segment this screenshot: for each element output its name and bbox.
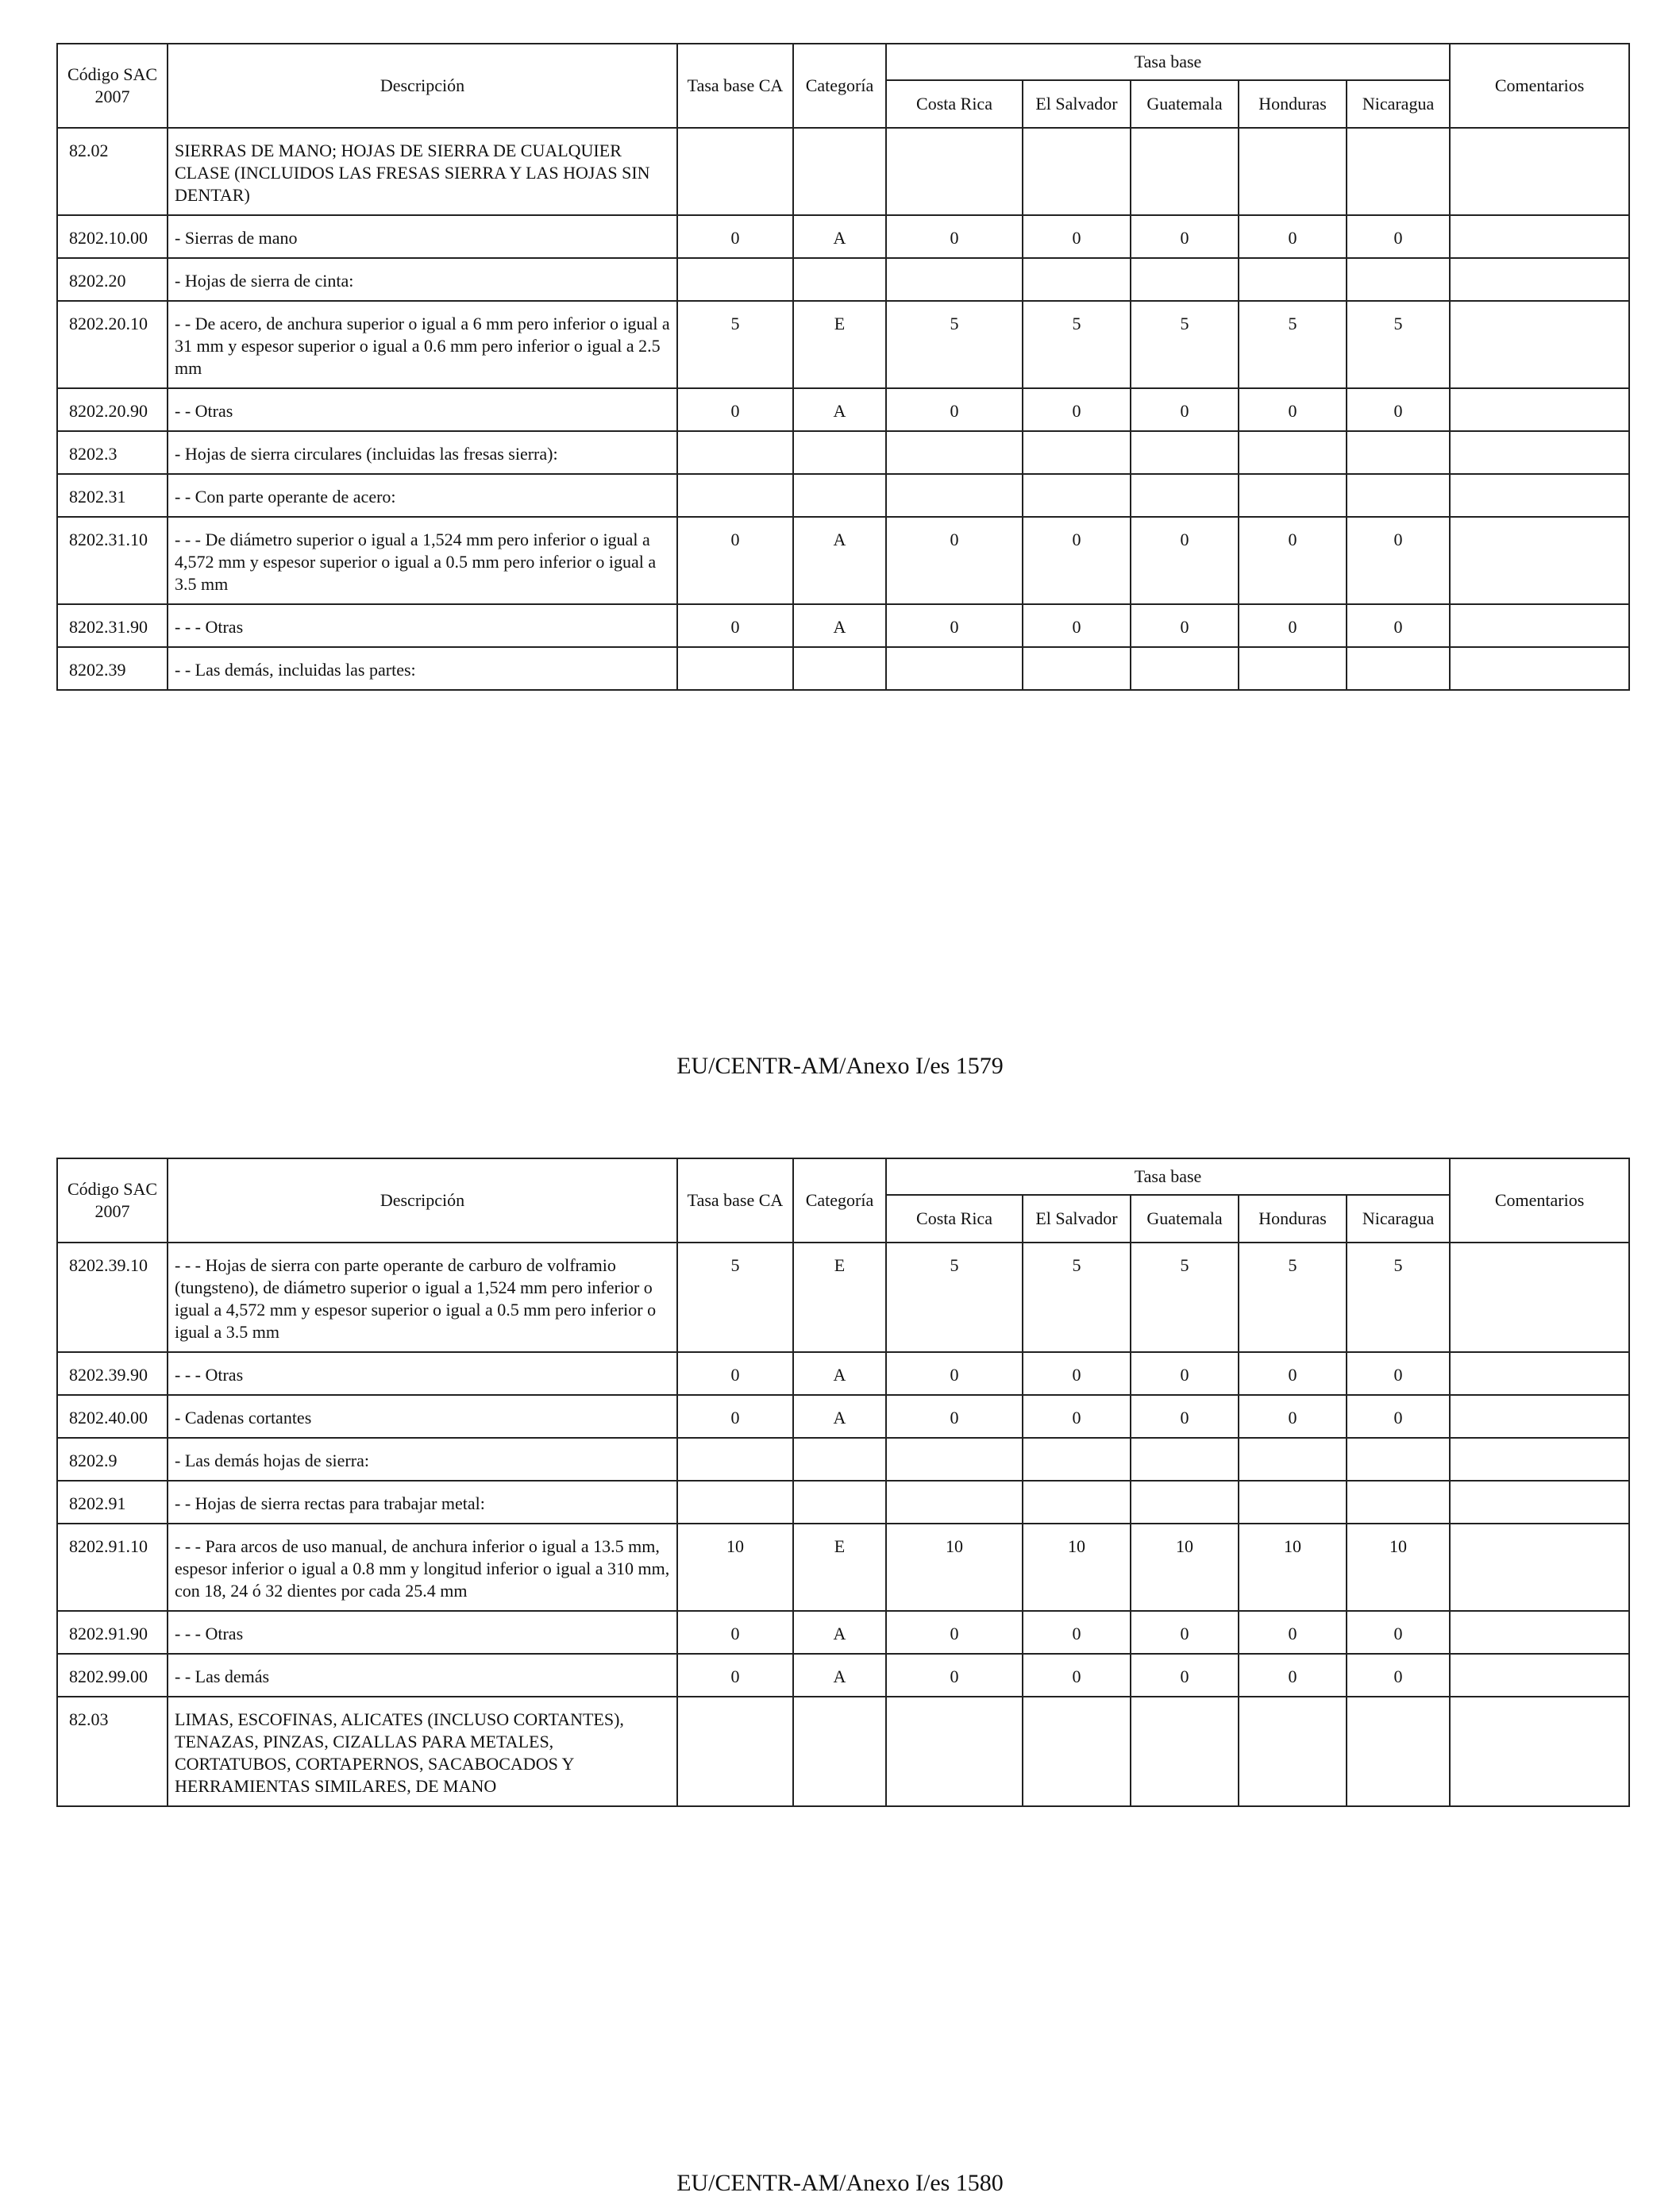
cell-categoria — [793, 474, 886, 517]
cell-codigo: 8202.91.10 — [57, 1524, 168, 1611]
cell-honduras: 0 — [1239, 1654, 1347, 1697]
table-row — [57, 604, 1629, 647]
cell-codigo: 8202.3 — [57, 431, 168, 474]
cell-descripcion: - Sierras de mano — [168, 215, 677, 258]
cell-categoria: A — [793, 1654, 886, 1697]
header-categoria: Categoría — [793, 1158, 886, 1243]
cell-honduras — [1239, 258, 1347, 301]
header-country-guatemala: Guatemala — [1131, 80, 1239, 128]
cell-categoria — [793, 1481, 886, 1524]
header-country-el-salvador: El Salvador — [1023, 1195, 1131, 1243]
cell-nicaragua — [1347, 258, 1450, 301]
table-row — [57, 258, 1629, 301]
cell-guatemala — [1131, 1481, 1239, 1524]
cell-costa-rica — [886, 647, 1023, 690]
cell-tasa-base-ca: 0 — [677, 604, 793, 647]
cell-tasa-base-ca — [677, 474, 793, 517]
cell-tasa-base-ca: 10 — [677, 1524, 793, 1611]
cell-nicaragua: 0 — [1347, 1352, 1450, 1395]
cell-guatemala: 5 — [1131, 301, 1239, 388]
table-header — [57, 1158, 1629, 1243]
cell-honduras — [1239, 128, 1347, 215]
cell-guatemala: 5 — [1131, 1243, 1239, 1352]
header-tasa-base-ca: Tasa base CA — [677, 1158, 793, 1243]
cell-tasa-base-ca: 0 — [677, 1352, 793, 1395]
cell-nicaragua: 10 — [1347, 1524, 1450, 1611]
cell-el-salvador — [1023, 1697, 1131, 1806]
cell-guatemala: 0 — [1131, 215, 1239, 258]
cell-costa-rica: 0 — [886, 1611, 1023, 1654]
header-country-guatemala: Guatemala — [1131, 1195, 1239, 1243]
cell-tasa-base-ca — [677, 258, 793, 301]
cell-nicaragua: 5 — [1347, 301, 1450, 388]
cell-comentarios — [1450, 431, 1629, 474]
header-comentarios: Comentarios — [1450, 1158, 1629, 1243]
table-row — [57, 1524, 1629, 1611]
cell-descripcion: - - - Para arcos de uso manual, de anchura inferior o igual a 13.5 mm, espesor inferior o igual a 0.8 mm y longitud inferior o igual a 310 mm, con 18, 24 ó 32 dientes por cada 25.4 mm — [168, 1524, 677, 1611]
cell-comentarios — [1450, 1697, 1629, 1806]
cell-codigo: 8202.91.90 — [57, 1611, 168, 1654]
cell-costa-rica — [886, 1697, 1023, 1806]
cell-descripcion: - Las demás hojas de sierra: — [168, 1438, 677, 1481]
cell-honduras: 5 — [1239, 1243, 1347, 1352]
cell-el-salvador: 0 — [1023, 1395, 1131, 1438]
cell-honduras: 0 — [1239, 604, 1347, 647]
cell-codigo: 8202.31.90 — [57, 604, 168, 647]
cell-codigo: 8202.39 — [57, 647, 168, 690]
cell-honduras: 0 — [1239, 517, 1347, 604]
tariff-table-page-1580 — [56, 1158, 1630, 1807]
cell-descripcion: - - Hojas de sierra rectas para trabajar metal: — [168, 1481, 677, 1524]
cell-honduras — [1239, 1438, 1347, 1481]
cell-guatemala — [1131, 1438, 1239, 1481]
cell-tasa-base-ca — [677, 128, 793, 215]
cell-guatemala — [1131, 1697, 1239, 1806]
cell-el-salvador: 0 — [1023, 604, 1131, 647]
cell-costa-rica — [886, 1438, 1023, 1481]
cell-nicaragua: 0 — [1347, 517, 1450, 604]
header-tasa-base-ca: Tasa base CA — [677, 44, 793, 128]
cell-descripcion: - - - Otras — [168, 1352, 677, 1395]
table-row — [57, 1481, 1629, 1524]
cell-guatemala — [1131, 128, 1239, 215]
cell-categoria: A — [793, 388, 886, 431]
cell-costa-rica — [886, 431, 1023, 474]
cell-guatemala — [1131, 258, 1239, 301]
table-row — [57, 1697, 1629, 1806]
cell-comentarios — [1450, 1243, 1629, 1352]
cell-descripcion: - Hojas de sierra circulares (incluidas las fresas sierra): — [168, 431, 677, 474]
cell-guatemala — [1131, 431, 1239, 474]
cell-descripcion: - Hojas de sierra de cinta: — [168, 258, 677, 301]
header-country-el-salvador: El Salvador — [1023, 80, 1131, 128]
cell-comentarios — [1450, 604, 1629, 647]
cell-categoria: A — [793, 604, 886, 647]
cell-guatemala: 0 — [1131, 1395, 1239, 1438]
table-row — [57, 128, 1629, 215]
cell-categoria — [793, 647, 886, 690]
cell-guatemala: 0 — [1131, 1352, 1239, 1395]
cell-categoria — [793, 1697, 886, 1806]
cell-honduras — [1239, 474, 1347, 517]
table-row — [57, 1352, 1629, 1395]
table-row — [57, 1654, 1629, 1697]
cell-honduras — [1239, 647, 1347, 690]
cell-codigo: 8202.99.00 — [57, 1654, 168, 1697]
table-row — [57, 517, 1629, 604]
cell-comentarios — [1450, 517, 1629, 604]
table-row — [57, 474, 1629, 517]
page-footer-reference: EU/CENTR-AM/Anexo I/es 1579 — [676, 1053, 1004, 1079]
cell-el-salvador: 0 — [1023, 388, 1131, 431]
header-tasa-base: Tasa base — [886, 44, 1450, 80]
cell-comentarios — [1450, 1481, 1629, 1524]
cell-tasa-base-ca — [677, 647, 793, 690]
cell-el-salvador — [1023, 128, 1131, 215]
header-country-honduras: Honduras — [1239, 1195, 1347, 1243]
cell-honduras: 5 — [1239, 301, 1347, 388]
table-row — [57, 431, 1629, 474]
cell-honduras: 0 — [1239, 1395, 1347, 1438]
cell-honduras: 0 — [1239, 1352, 1347, 1395]
cell-el-salvador — [1023, 1438, 1131, 1481]
page-footer-reference: EU/CENTR-AM/Anexo I/es 1580 — [676, 2170, 1004, 2196]
cell-honduras: 0 — [1239, 215, 1347, 258]
cell-honduras — [1239, 1697, 1347, 1806]
cell-descripcion: SIERRAS DE MANO; HOJAS DE SIERRA DE CUALQUIER CLASE (INCLUIDOS LAS FRESAS SIERRA Y LAS HOJAS SIN DENTAR) — [168, 128, 677, 215]
header-country-nicaragua: Nicaragua — [1347, 1195, 1450, 1243]
cell-categoria: E — [793, 1243, 886, 1352]
header-descripcion: Descripción — [168, 44, 677, 128]
cell-tasa-base-ca: 5 — [677, 301, 793, 388]
cell-nicaragua: 0 — [1347, 1654, 1450, 1697]
cell-categoria — [793, 1438, 886, 1481]
cell-comentarios — [1450, 647, 1629, 690]
cell-comentarios — [1450, 1524, 1629, 1611]
cell-descripcion: - - - Hojas de sierra con parte operante de carburo de volframio (tungsteno), de diámetro superior o igual a 1,524 mm pero inferior o igual a 4,572 mm y espesor superior o igual a 0.5 mm pero inferior o igual a 3.5 mm — [168, 1243, 677, 1352]
header-codigo: Código SAC 2007 — [57, 44, 168, 128]
cell-el-salvador: 0 — [1023, 215, 1131, 258]
cell-nicaragua: 0 — [1347, 388, 1450, 431]
cell-codigo: 8202.20.10 — [57, 301, 168, 388]
cell-descripcion: - - Las demás, incluidas las partes: — [168, 647, 677, 690]
cell-comentarios — [1450, 1654, 1629, 1697]
cell-costa-rica: 0 — [886, 1654, 1023, 1697]
table-row — [57, 1243, 1629, 1352]
cell-el-salvador — [1023, 647, 1131, 690]
cell-comentarios — [1450, 1611, 1629, 1654]
table-header — [57, 44, 1629, 128]
cell-codigo: 8202.39.90 — [57, 1352, 168, 1395]
cell-costa-rica: 0 — [886, 517, 1023, 604]
cell-el-salvador — [1023, 474, 1131, 517]
cell-nicaragua: 5 — [1347, 1243, 1450, 1352]
cell-costa-rica: 10 — [886, 1524, 1023, 1611]
cell-descripcion: - - - De diámetro superior o igual a 1,524 mm pero inferior o igual a 4,572 mm y espesor superior o igual a 0.5 mm pero inferior o igual a 3.5 mm — [168, 517, 677, 604]
cell-comentarios — [1450, 128, 1629, 215]
cell-descripcion: - - Las demás — [168, 1654, 677, 1697]
cell-el-salvador: 10 — [1023, 1524, 1131, 1611]
cell-categoria — [793, 128, 886, 215]
cell-honduras — [1239, 1481, 1347, 1524]
cell-costa-rica: 0 — [886, 1352, 1023, 1395]
cell-costa-rica — [886, 1481, 1023, 1524]
cell-guatemala — [1131, 474, 1239, 517]
cell-codigo: 82.02 — [57, 128, 168, 215]
cell-guatemala: 0 — [1131, 1654, 1239, 1697]
cell-tasa-base-ca: 0 — [677, 517, 793, 604]
cell-nicaragua — [1347, 1481, 1450, 1524]
cell-el-salvador — [1023, 1481, 1131, 1524]
cell-guatemala: 0 — [1131, 604, 1239, 647]
cell-nicaragua — [1347, 431, 1450, 474]
cell-tasa-base-ca — [677, 1481, 793, 1524]
cell-honduras: 0 — [1239, 388, 1347, 431]
header-categoria: Categoría — [793, 44, 886, 128]
cell-guatemala: 0 — [1131, 388, 1239, 431]
cell-costa-rica — [886, 258, 1023, 301]
cell-costa-rica: 5 — [886, 1243, 1023, 1352]
cell-el-salvador: 5 — [1023, 301, 1131, 388]
cell-categoria: A — [793, 1611, 886, 1654]
cell-categoria: A — [793, 215, 886, 258]
cell-el-salvador: 0 — [1023, 517, 1131, 604]
table-row — [57, 215, 1629, 258]
cell-codigo: 8202.9 — [57, 1438, 168, 1481]
cell-comentarios — [1450, 1352, 1629, 1395]
cell-codigo: 8202.20 — [57, 258, 168, 301]
table-row — [57, 647, 1629, 690]
cell-guatemala: 10 — [1131, 1524, 1239, 1611]
cell-el-salvador: 0 — [1023, 1352, 1131, 1395]
cell-codigo: 8202.91 — [57, 1481, 168, 1524]
cell-comentarios — [1450, 474, 1629, 517]
cell-comentarios — [1450, 215, 1629, 258]
cell-descripcion: - Cadenas cortantes — [168, 1395, 677, 1438]
cell-tasa-base-ca: 0 — [677, 1611, 793, 1654]
cell-categoria: A — [793, 1352, 886, 1395]
cell-codigo: 8202.31.10 — [57, 517, 168, 604]
cell-categoria: A — [793, 517, 886, 604]
cell-codigo: 8202.10.00 — [57, 215, 168, 258]
cell-guatemala: 0 — [1131, 1611, 1239, 1654]
cell-honduras: 10 — [1239, 1524, 1347, 1611]
cell-categoria: E — [793, 301, 886, 388]
cell-guatemala — [1131, 647, 1239, 690]
header-country-nicaragua: Nicaragua — [1347, 80, 1450, 128]
cell-nicaragua — [1347, 128, 1450, 215]
cell-nicaragua: 0 — [1347, 604, 1450, 647]
cell-costa-rica — [886, 474, 1023, 517]
cell-honduras — [1239, 431, 1347, 474]
cell-nicaragua — [1347, 474, 1450, 517]
header-country-costa-rica: Costa Rica — [886, 1195, 1023, 1243]
cell-nicaragua — [1347, 647, 1450, 690]
cell-comentarios — [1450, 301, 1629, 388]
header-comentarios: Comentarios — [1450, 44, 1629, 128]
cell-tasa-base-ca: 0 — [677, 215, 793, 258]
cell-descripcion: - - Con parte operante de acero: — [168, 474, 677, 517]
cell-tasa-base-ca — [677, 431, 793, 474]
header-country-costa-rica: Costa Rica — [886, 80, 1023, 128]
table-row — [57, 1395, 1629, 1438]
cell-categoria: E — [793, 1524, 886, 1611]
cell-codigo: 8202.39.10 — [57, 1243, 168, 1352]
cell-costa-rica: 5 — [886, 301, 1023, 388]
cell-descripcion: - - Otras — [168, 388, 677, 431]
table-body — [57, 1243, 1629, 1806]
cell-comentarios — [1450, 258, 1629, 301]
tariff-table-page-1579 — [56, 43, 1630, 691]
cell-descripcion: - - - Otras — [168, 1611, 677, 1654]
table-row — [57, 1611, 1629, 1654]
cell-el-salvador: 0 — [1023, 1611, 1131, 1654]
table-body — [57, 128, 1629, 690]
cell-comentarios — [1450, 1395, 1629, 1438]
header-country-honduras: Honduras — [1239, 80, 1347, 128]
table-row — [57, 301, 1629, 388]
cell-costa-rica: 0 — [886, 1395, 1023, 1438]
header-tasa-base: Tasa base — [886, 1158, 1450, 1195]
cell-nicaragua: 0 — [1347, 215, 1450, 258]
cell-codigo: 8202.40.00 — [57, 1395, 168, 1438]
cell-guatemala: 0 — [1131, 517, 1239, 604]
cell-descripcion: - - - Otras — [168, 604, 677, 647]
cell-honduras: 0 — [1239, 1611, 1347, 1654]
cell-nicaragua — [1347, 1438, 1450, 1481]
cell-el-salvador: 0 — [1023, 1654, 1131, 1697]
cell-codigo: 82.03 — [57, 1697, 168, 1806]
cell-descripcion: LIMAS, ESCOFINAS, ALICATES (INCLUSO CORTANTES), TENAZAS, PINZAS, CIZALLAS PARA METALES, CORTATUBOS, CORTAPERNOS, SACABOCADOS Y HERRAMIENTAS SIMILARES, DE MANO — [168, 1697, 677, 1806]
cell-el-salvador: 5 — [1023, 1243, 1131, 1352]
cell-tasa-base-ca — [677, 1697, 793, 1806]
cell-el-salvador — [1023, 258, 1131, 301]
cell-codigo: 8202.31 — [57, 474, 168, 517]
cell-nicaragua: 0 — [1347, 1395, 1450, 1438]
cell-costa-rica: 0 — [886, 215, 1023, 258]
cell-categoria — [793, 258, 886, 301]
header-codigo: Código SAC 2007 — [57, 1158, 168, 1243]
cell-comentarios — [1450, 388, 1629, 431]
table-row — [57, 388, 1629, 431]
table-row — [57, 1438, 1629, 1481]
cell-tasa-base-ca: 0 — [677, 1395, 793, 1438]
cell-descripcion: - - De acero, de anchura superior o igual a 6 mm pero inferior o igual a 31 mm y espesor superior o igual a 0.6 mm pero inferior o igual a 2.5 mm — [168, 301, 677, 388]
cell-tasa-base-ca: 5 — [677, 1243, 793, 1352]
header-descripcion: Descripción — [168, 1158, 677, 1243]
cell-tasa-base-ca — [677, 1438, 793, 1481]
cell-nicaragua: 0 — [1347, 1611, 1450, 1654]
cell-tasa-base-ca: 0 — [677, 388, 793, 431]
cell-categoria: A — [793, 1395, 886, 1438]
cell-comentarios — [1450, 1438, 1629, 1481]
cell-categoria — [793, 431, 886, 474]
cell-costa-rica: 0 — [886, 604, 1023, 647]
cell-costa-rica: 0 — [886, 388, 1023, 431]
cell-tasa-base-ca: 0 — [677, 1654, 793, 1697]
cell-costa-rica — [886, 128, 1023, 215]
cell-nicaragua — [1347, 1697, 1450, 1806]
cell-codigo: 8202.20.90 — [57, 388, 168, 431]
cell-el-salvador — [1023, 431, 1131, 474]
